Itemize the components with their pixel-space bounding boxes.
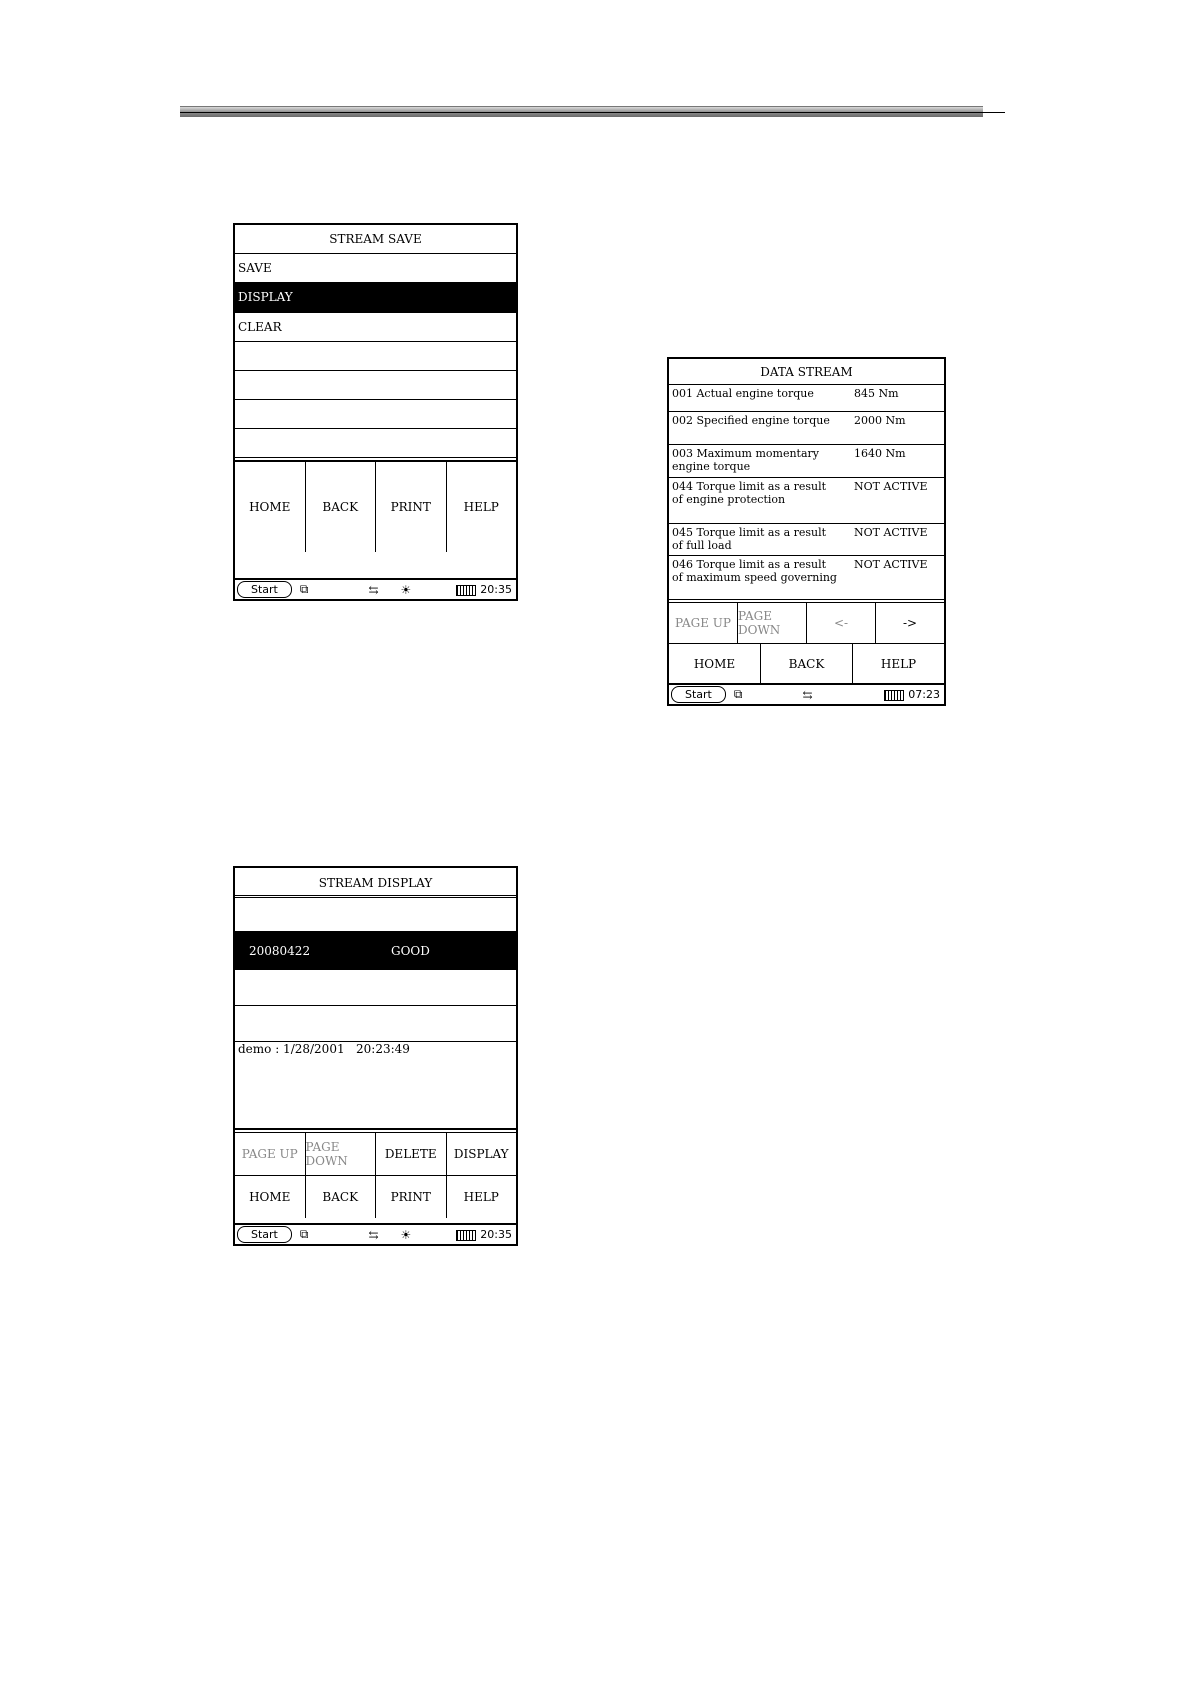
sync-icon[interactable]: ⇆: [368, 582, 379, 597]
stream-display-screen: [233, 866, 518, 1246]
start-button[interactable]: Start: [237, 581, 292, 598]
display-button[interactable]: DISPLAY: [453, 1147, 509, 1161]
data-row[interactable]: [669, 556, 944, 600]
menu-item-empty[interactable]: [235, 371, 516, 400]
data-row-desc: 001 Actual engine torque: [672, 387, 814, 400]
brightness-icon[interactable]: ☀: [400, 582, 412, 597]
print-button[interactable]: PRINT: [376, 1176, 447, 1218]
menu-item-empty[interactable]: [235, 342, 516, 371]
page-down-button[interactable]: PAGE DOWN: [738, 603, 807, 643]
windows-icon[interactable]: ⧉: [299, 1227, 309, 1241]
windows-icon[interactable]: ⧉: [733, 687, 743, 701]
data-row-desc: 003 Maximum momentary engine torque: [672, 447, 820, 473]
menu-item-clear[interactable]: CLEAR: [235, 313, 516, 342]
menu-item-display[interactable]: DISPLAY: [235, 283, 516, 313]
taskbar: [235, 578, 516, 599]
keyboard-icon[interactable]: [884, 690, 904, 701]
home-button[interactable]: HOME: [669, 644, 761, 684]
data-row-value: NOT ACTIVE: [854, 558, 928, 571]
menu-item-empty[interactable]: [235, 400, 516, 429]
page-up-button[interactable]: PAGE UP: [235, 1133, 306, 1175]
home-button[interactable]: HOME: [235, 462, 306, 552]
nav-button-bar: [669, 602, 944, 644]
data-row[interactable]: [669, 524, 944, 556]
start-button[interactable]: Start: [671, 686, 726, 703]
nav-button-bar: [235, 1132, 516, 1176]
taskbar: [669, 683, 944, 704]
sync-icon[interactable]: ⇆: [802, 687, 813, 702]
windows-icon[interactable]: ⧉: [299, 582, 309, 596]
clock: 07:23: [884, 688, 940, 701]
scroll-left-button[interactable]: <-: [807, 603, 876, 643]
screen-title: DATA STREAM: [669, 359, 944, 385]
data-row-value: NOT ACTIVE: [854, 526, 928, 539]
keyboard-icon[interactable]: [456, 585, 476, 596]
screen-title: STREAM SAVE: [235, 225, 516, 254]
data-row-desc: 045 Torque limit as a result of full load: [672, 526, 827, 552]
menu-item-save[interactable]: SAVE: [235, 254, 516, 283]
data-row-desc: 046 Torque limit as a result of maximum speed governing: [672, 558, 837, 584]
stream-save-screen: [233, 223, 518, 601]
record-date: 20080422: [249, 944, 311, 958]
delete-button[interactable]: DELETE: [376, 1133, 447, 1175]
page-header-line: [180, 112, 1005, 113]
help-button[interactable]: HELP: [463, 500, 499, 514]
record-status: GOOD: [391, 944, 430, 958]
data-row[interactable]: [669, 445, 944, 478]
help-button[interactable]: HELP: [463, 1190, 499, 1204]
button-bar: [235, 1176, 516, 1218]
record-row-selected[interactable]: [235, 932, 516, 970]
brightness-icon[interactable]: ☀: [400, 1227, 412, 1242]
back-button[interactable]: BACK: [306, 462, 377, 552]
button-bar: [669, 644, 944, 684]
data-row-value: 845 Nm: [854, 387, 899, 400]
sync-icon[interactable]: ⇆: [368, 1227, 379, 1242]
page-up-button[interactable]: PAGE UP: [669, 603, 738, 643]
data-row-value: 2000 Nm: [854, 414, 906, 427]
back-button[interactable]: BACK: [306, 1176, 377, 1218]
data-row-value: 1640 Nm: [854, 447, 906, 460]
data-row-desc: 002 Specified engine torque: [672, 414, 830, 427]
help-button[interactable]: HELP: [880, 657, 917, 671]
record-info: demo : 1/28/2001 20:23:49: [235, 1042, 516, 1130]
data-row-desc: 044 Torque limit as a result of engine protection: [672, 480, 827, 506]
button-bar: [235, 460, 516, 552]
clock: 20:35: [456, 583, 512, 596]
page-down-button[interactable]: PAGE DOWN: [306, 1133, 377, 1175]
data-row-value: NOT ACTIVE: [854, 480, 928, 493]
keyboard-icon[interactable]: [456, 1230, 476, 1241]
home-button[interactable]: HOME: [235, 1176, 306, 1218]
data-row[interactable]: [669, 478, 944, 524]
clock: 20:35: [456, 1228, 512, 1241]
scroll-right-button[interactable]: ->: [902, 616, 918, 630]
start-button[interactable]: Start: [237, 1226, 292, 1243]
data-row[interactable]: [669, 412, 944, 445]
print-button[interactable]: PRINT: [376, 462, 447, 552]
taskbar: [235, 1223, 516, 1244]
menu-item-empty[interactable]: [235, 429, 516, 458]
screen-title: STREAM DISPLAY: [235, 868, 516, 898]
data-row[interactable]: [669, 385, 944, 412]
data-stream-screen: [667, 357, 946, 706]
record-row-empty[interactable]: [235, 970, 516, 1006]
record-row-empty[interactable]: [235, 1006, 516, 1042]
record-row-empty[interactable]: [235, 898, 516, 932]
back-button[interactable]: BACK: [761, 644, 853, 684]
